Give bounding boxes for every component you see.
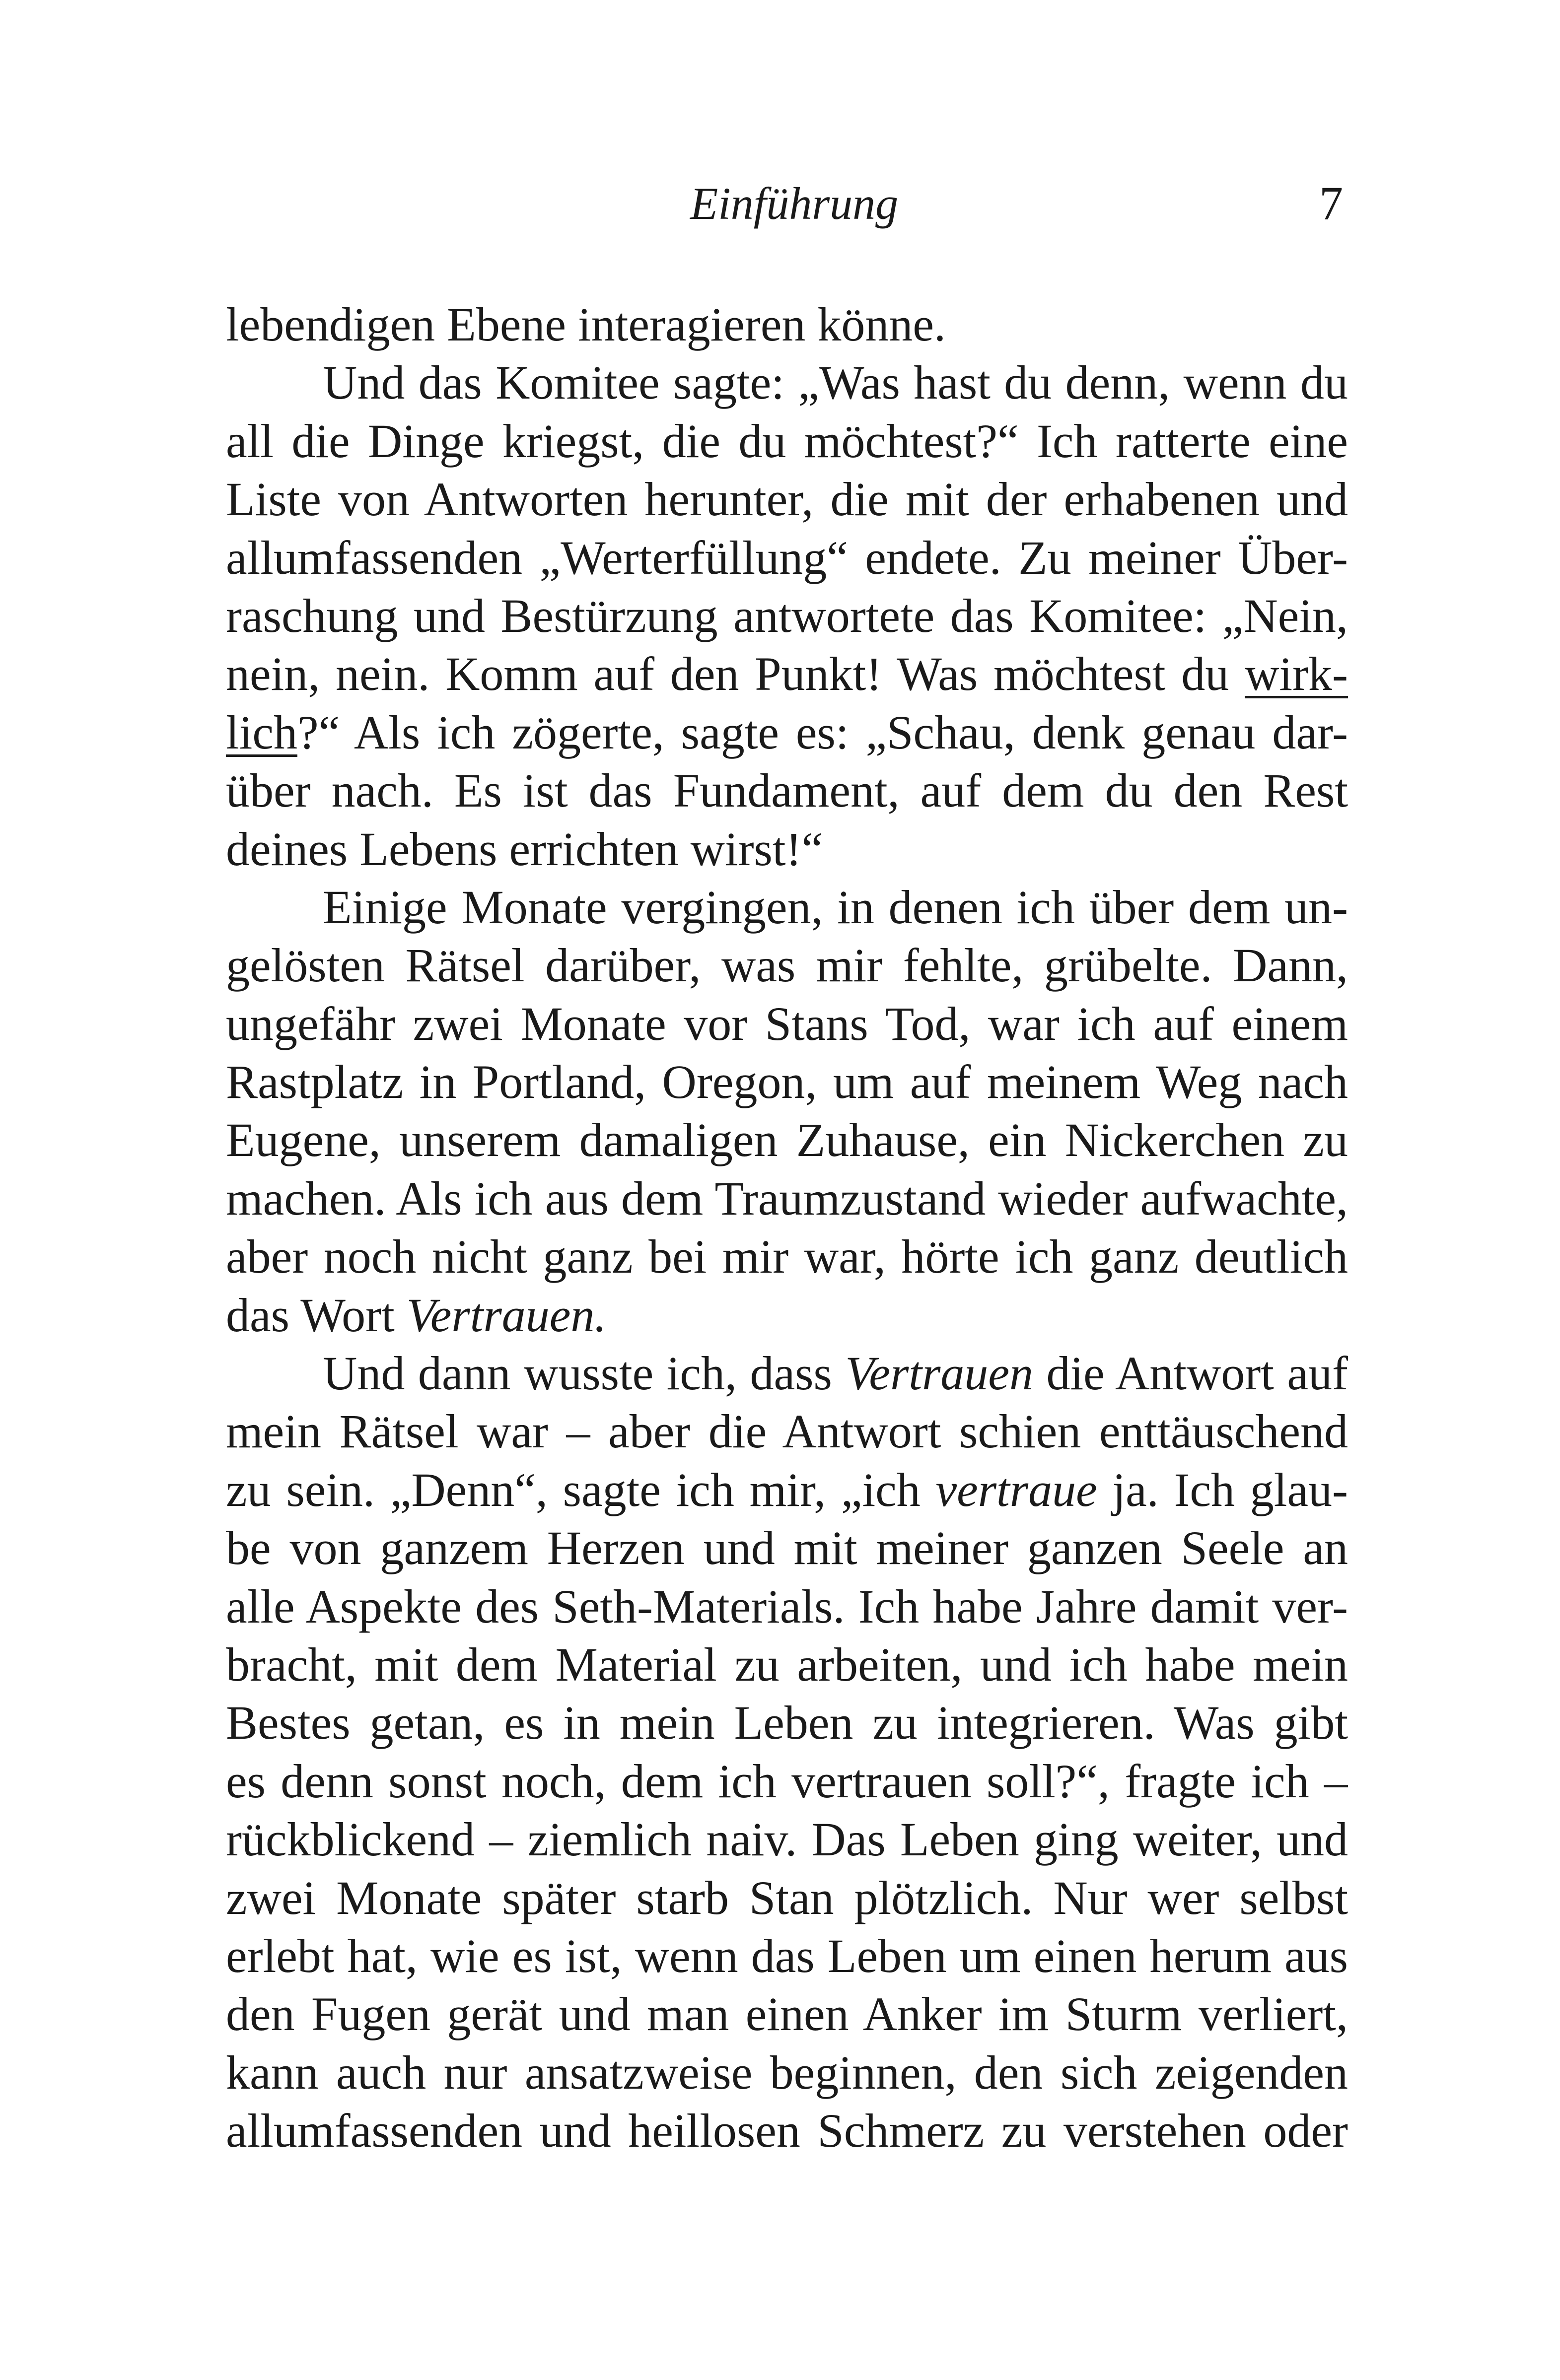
text-line: erlebt hat, wie es ist, wenn das Leben um einen herum aus: [226, 1929, 1348, 1982]
text-run: Und dann wusste ich, dass: [323, 1347, 846, 1400]
text-line: deines Lebens errichten wirst!“: [226, 822, 823, 876]
text-line: zwei Monate später starb Stan plötzlich. Nur wer selbst: [226, 1871, 1348, 1924]
text-run: ?“ Als ich zögerte, sagte es: „Schau, denk genau dar-: [297, 705, 1348, 759]
text-line: [226, 703, 1348, 761]
text-line: allumfassenden und heillosen Schmerz zu verstehen oder: [226, 2104, 1348, 2158]
page-header: [226, 171, 1343, 236]
text-run: ja. Ich glau-: [1097, 1463, 1348, 1516]
text-line: kann auch nur ansatzweise beginnen, den sich zeigenden: [226, 2045, 1348, 2099]
text-line: Liste von Antworten herunter, die mit der erhabenen und: [226, 473, 1348, 526]
text-line: all die Dinge kriegst, die du möchtest?“ Ich ratterte eine: [226, 414, 1348, 468]
body-text: [226, 295, 1348, 2160]
text-line: lebendigen Ebene interagieren könne.: [226, 298, 946, 351]
text-line: [226, 645, 1348, 703]
text-line: allumfassenden „Werterfüllung“ endete. Zu meiner Über-: [226, 531, 1348, 584]
text-line: bracht, mit dem Material zu arbeiten, und ich habe mein: [226, 1637, 1348, 1691]
italic-word: Vertrauen.: [406, 1288, 607, 1342]
text-run: zu sein. „Denn“, sagte ich mir, „ich: [226, 1463, 936, 1516]
text-line: be von ganzem Herzen und mit meiner ganzen Seele an: [226, 1521, 1348, 1575]
underlined-word: lich: [226, 705, 297, 759]
text-line: Bestes getan, es in mein Leben zu integrieren. Was gibt: [226, 1696, 1348, 1750]
text-run: nein, nein. Komm auf den Punkt! Was möchtest du: [226, 647, 1245, 701]
text-line: mein Rätsel war – aber die Antwort schien enttäuschend: [226, 1405, 1348, 1458]
text-line: Rastplatz in Portland, Oregon, um auf meinem Weg nach: [226, 1055, 1348, 1109]
italic-word: vertraue: [935, 1463, 1097, 1516]
text-line: es denn sonst noch, dem ich vertrauen soll?“, fragte ich –: [226, 1754, 1348, 1808]
text-line: über nach. Es ist das Fundament, auf dem du den Rest: [226, 764, 1348, 817]
text-run: das Wort: [226, 1288, 407, 1342]
text-line: alle Aspekte des Seth-Materials. Ich habe Jahre damit ver-: [226, 1579, 1348, 1633]
text-line: [226, 1344, 1348, 1402]
text-line: machen. Als ich aus dem Traumzustand wieder aufwachte,: [226, 1171, 1348, 1225]
text-run: die Antwort auf: [1033, 1347, 1348, 1400]
page-number: 7: [1319, 177, 1343, 230]
text-line: Und das Komitee sagte: „Was hast du denn, wenn du: [323, 356, 1348, 409]
text-line: rückblickend – ziemlich naiv. Das Leben ging weiter, und: [226, 1813, 1348, 1866]
text-line: [226, 1286, 1348, 1344]
text-line: aber noch nicht ganz bei mir war, hörte ich ganz deutlich: [226, 1230, 1348, 1284]
text-line: Eugene, unserem damaligen Zuhause, ein Nickerchen zu: [226, 1113, 1348, 1167]
text-line: gelösten Rätsel darüber, was mir fehlte, grübelte. Dann,: [226, 939, 1348, 992]
text-line: ungefähr zwei Monate vor Stans Tod, war ich auf einem: [226, 997, 1348, 1050]
text-line: raschung und Bestürzung antwortete das Komitee: „Nein,: [226, 589, 1348, 642]
italic-word: Vertrauen: [845, 1347, 1033, 1400]
text-line: Einige Monate vergingen, in denen ich über dem un-: [323, 880, 1348, 934]
running-head: Einführung: [690, 178, 899, 229]
text-line: den Fugen gerät und man einen Anker im Sturm verliert,: [226, 1987, 1348, 2041]
text-line: [226, 1461, 1348, 1519]
underlined-word: wirk-: [1245, 647, 1348, 701]
